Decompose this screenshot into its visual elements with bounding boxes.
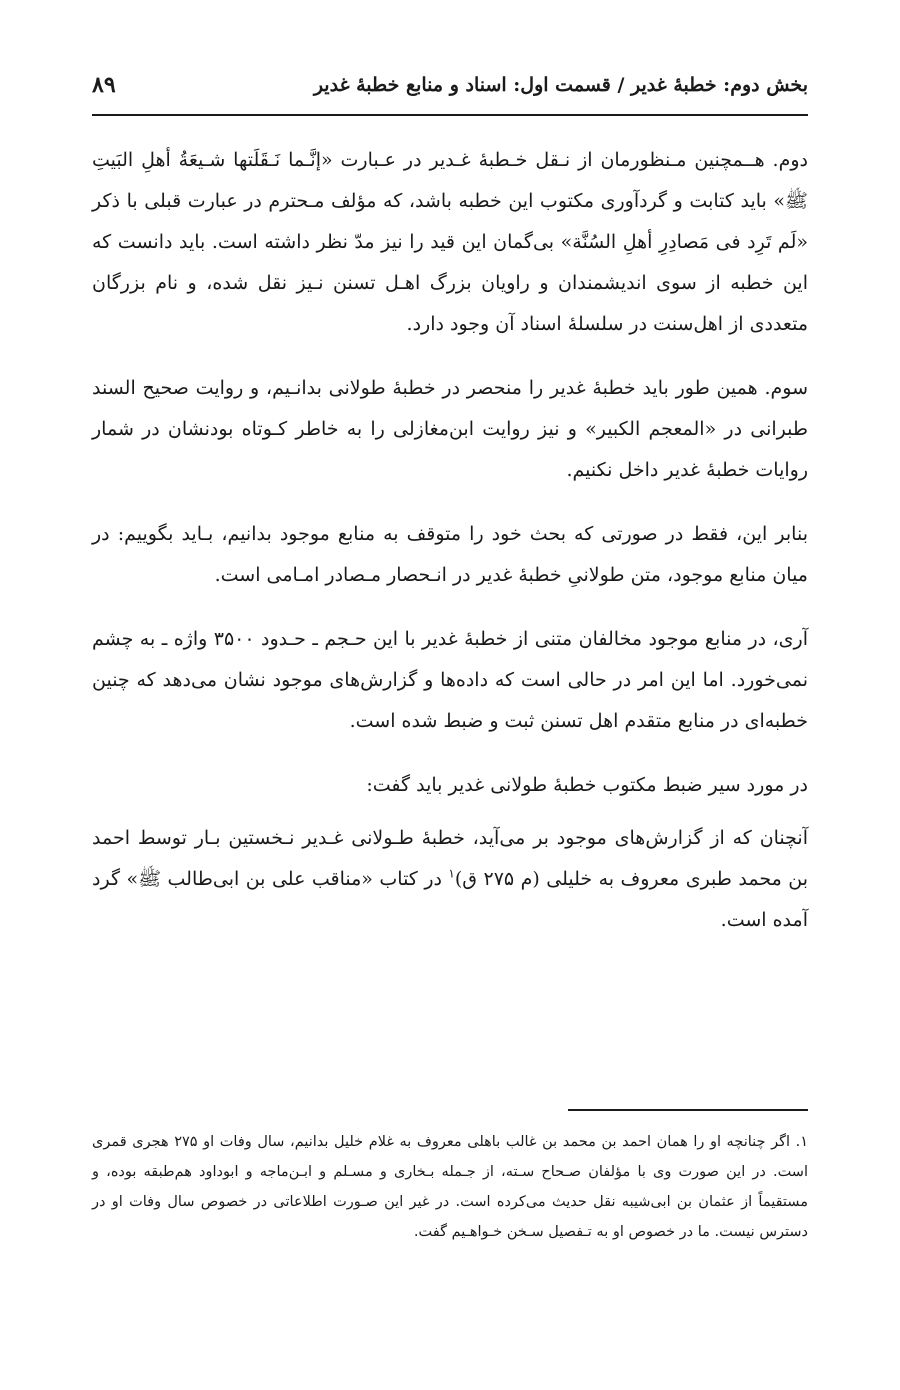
footnote-1: ۱. اگر چنانچه او را همان احمد بن محمد بن غالب باهلی معروف به غلام خلیل بدانیم، سال وفات او ۲۷۵ هجری قمری است. در این صورت وی با مؤلفان صـحاح سـته، از جـمله بـخاری و مسـلم و ابـن‌ماجه و ابوداود هم‌طبقه بوده، و مستقیماً از عثمان بن ابی‌شیبه نقل حدیث می‌کرده است. در غیر این صـورت اطلاعاتی در خصوص سال وفات او در دسترس نیست. ما در خصوص او به تـفصیل سـخن خـواهـیم گفت.: [92, 1134, 808, 1240]
running-title: بخش دوم: خطبهٔ غدیر / قسمت اول: اسناد و منابع خطبهٔ غدیر: [313, 74, 808, 96]
paragraph-intro: در مورد سیر ضبط مکتوب خطبهٔ طولانی غدیر باید گفت:: [366, 774, 808, 796]
paragraph-history: [92, 818, 808, 941]
page-header: [92, 68, 808, 116]
footnotes: [92, 1127, 808, 1247]
footnote-divider: [568, 1109, 808, 1111]
paragraph-history-text: آنچنان که از گزارش‌های موجود بر می‌آید، خطبهٔ طـولانی غـدیر نـخستین بـار توسط احمد بن محمد طبری معروف به خلیلی (م ۲۷۵ ق): [92, 827, 808, 890]
paragraph-yes: آری، در منابع موجود مخالفان متنی از خطبهٔ غدیر با این حـجم ـ حـدود ۳۵۰۰ واژه ـ به چشم نمی‌خورد. اما این امر در حالی است که داده‌ها و گزارش‌های موجود نشان می‌دهد که چنین خطبه‌ای در منابع متقدم اهل تسنن ثبت و ضبط شده است.: [92, 628, 808, 732]
footnote-marker[interactable]: ۱: [448, 866, 455, 881]
page-number: ۸۹: [92, 72, 116, 98]
main-text: [92, 140, 808, 964]
paragraph-history-tail: در کتاب «مناقب علی بن ابی‌طالب ﷺ» گرد آمده است.: [92, 868, 808, 931]
paragraph-2: دوم. هــمچنین مـنظورمان از نـقل خـطبهٔ غـدیر در عـبارت «إنَّـما نَـقَلَتها شـیعَةُ أهلِ البَیتِ ﷺ» باید کتابت و گردآوری مکتوب این خطبه باشد، که مؤلف مـحترم در عبارت قبلی با ذکر «لَم تَرِد فی مَصادِرِ أهلِ السُنَّة» بی‌گمان این قید را نیز مدّ نظر داشته است. باید دانست که این خطبه از سوی اندیشمندان و راویان بزرگ اهـل تسنن نـیز نقل شده، و نام بزرگان متعددی از اهل‌سنت در سلسلهٔ اسناد آن وجود دارد.: [92, 149, 808, 335]
paragraph-conclusion: بنابر این، فقط در صورتی که بحث خود را متوقف به منابع موجود بدانیم، بـاید بگوییم: در میان منابع موجود، متن طولانیِ خطبهٔ غدیر در انـحصار مـصادر امـامی است.: [92, 523, 808, 586]
paragraph-3: سوم. همین طور باید خطبهٔ غدیر را منحصر در خطبهٔ طولانی بدانـیم، و روایت صحیح السند طبرانی در «المعجم الکبیر» و نیز روایت ابن‌مغازلی را به خاطر کـوتاه بودنشان در شمار روایات خطبهٔ غدیر داخل نکنیم.: [92, 377, 808, 481]
